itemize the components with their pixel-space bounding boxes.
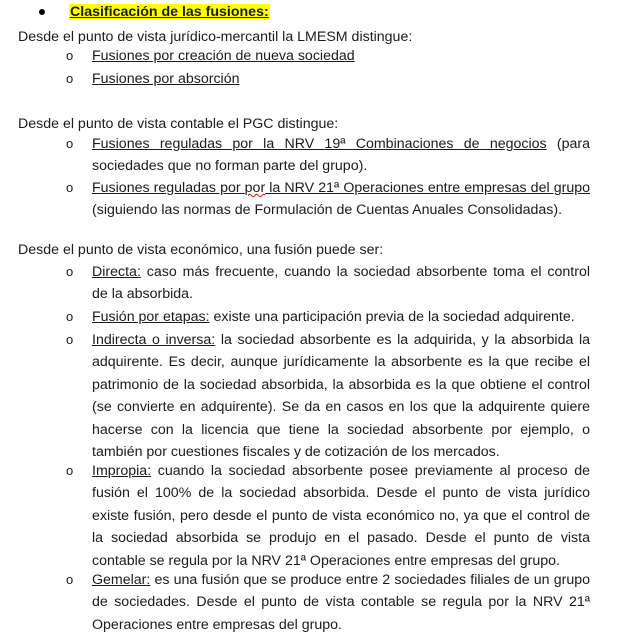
circle-bullet-icon: o [66, 309, 74, 324]
list-item-title: Fusiones reguladas por la NRV 19ª Combinaciones de negocios [92, 136, 547, 152]
list-item [66, 329, 590, 463]
circle-bullet-icon: o [66, 264, 74, 279]
list-item-title: Gemelar: [92, 572, 151, 588]
list-item-title: Directa: [92, 264, 141, 280]
list-item-text: (para sociedades que no forman parte del grupo). [92, 136, 590, 175]
list-item-title: Fusiones reguladas por [92, 180, 245, 196]
list-item [66, 460, 590, 572]
s2-intro: Desde el punto de vista contable el PGC distingue: [18, 116, 339, 132]
list-item-text: (siguiendo las normas de Formulación de Cuentas Anuales Consolidadas). [92, 202, 563, 219]
spellcheck-word: por [244, 180, 266, 196]
circle-bullet-icon: o [66, 463, 74, 478]
list-item-text: Fusiones por creación de nueva sociedad [92, 48, 355, 64]
list-item [66, 68, 590, 90]
list-item [66, 306, 590, 328]
list-item-text: cuando la sociedad absorbente posee previamente al proceso de fusión el 100% de la sociedad absorbida. Desde el punto de vista jurídico existe fusión, pero desde el punto de vista económico no, ya que el control de la sociedad absorbida se produjo en el pasado. Desde el punto de vista contable se regula por la NRV 21ª Operaciones entre empresas del grupo. [92, 463, 590, 569]
list-item-title: Fusión por etapas: [92, 309, 210, 325]
list-item-text: es una fusión que se produce entre 2 sociedades filiales de un grupo de sociedades. Desde el punto de vista contable se regula por la NRV 21ª Operaciones entre empresas del grupo. [92, 572, 590, 633]
list-item [66, 261, 590, 306]
bullet-dot-icon [39, 9, 45, 15]
circle-bullet-icon: o [66, 136, 74, 151]
circle-bullet-icon: o [66, 572, 74, 587]
list-item-text: la sociedad absorbente es la adquirida, y la absorbida la adquirente. Es decir, aunque jurídicamente la absorbente es la que recibe el patrimonio de la sociedad absorbida, la absorbida es la que obtiene el control (se convierte en adquirente). Se da en casos en los que la adquirente quiere hacerse con la licencia que tiene la sociedad absorbente por ejemplo, o también por cuestiones fiscales y de cotización de los mercados. [92, 332, 590, 461]
list-item-title-cont: la NRV 21ª Operaciones entre empresas del grupo [265, 180, 590, 196]
section-heading [18, 2, 270, 22]
circle-bullet-icon: o [66, 71, 74, 86]
list-item-title: Impropia: [92, 463, 152, 479]
list-item [66, 133, 590, 178]
heading-text: Clasificación de las fusiones: [70, 4, 269, 20]
s1-intro: Desde el punto de vista jurídico-mercantil la LMESM distingue: [18, 29, 413, 45]
circle-bullet-icon: o [66, 332, 74, 347]
list-item-text: caso más frecuente, cuando la sociedad absorbente toma el control de la absorbida. [92, 264, 590, 303]
list-item [66, 45, 590, 67]
circle-bullet-icon: o [66, 180, 74, 195]
list-item-title: Indirecta o inversa: [92, 332, 216, 348]
circle-bullet-icon: o [66, 48, 74, 63]
s3-intro: Desde el punto de vista económico, una fusión puede ser: [18, 242, 384, 258]
list-item [66, 569, 590, 636]
list-item-text: Fusiones por absorción [92, 71, 240, 87]
list-item-text: existe una participación previa de la sociedad adquirente. [209, 309, 575, 325]
list-item [66, 177, 590, 222]
